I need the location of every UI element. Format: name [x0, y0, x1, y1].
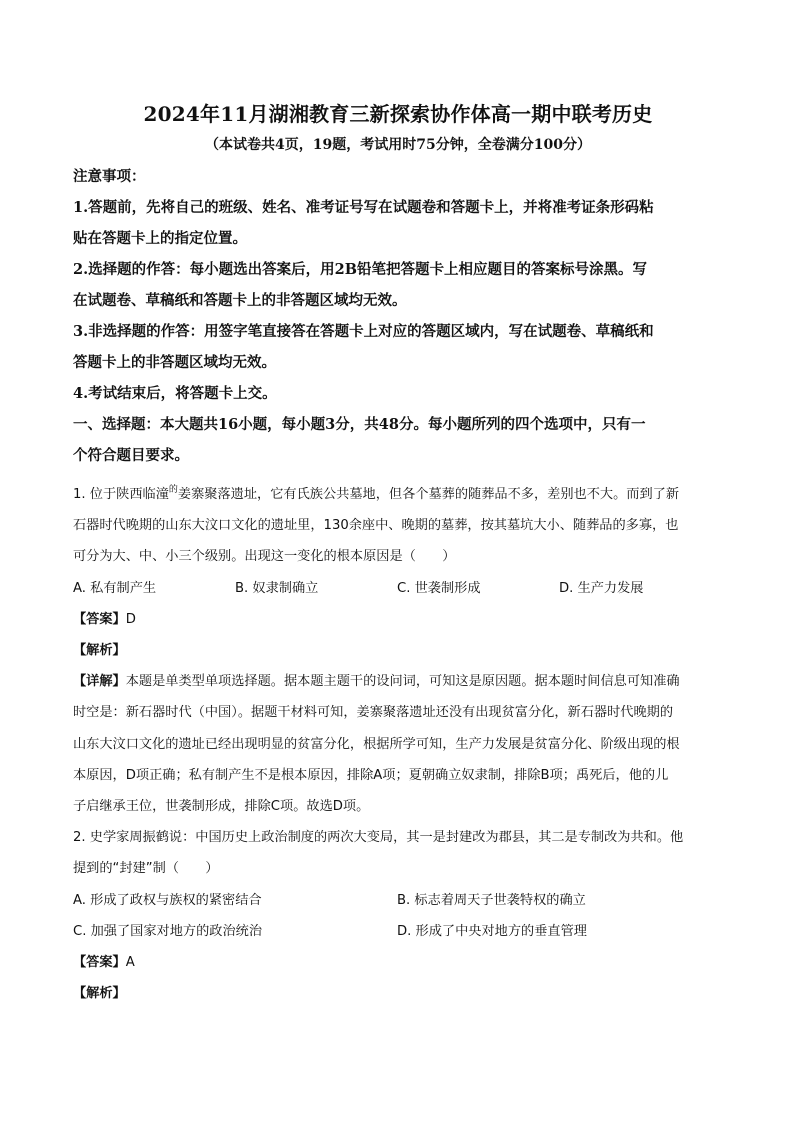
- notice-line: 3.非选择题的作答：用签字笔直接答在答题卡上对应的答题区域内，写在试题卷、草稿纸和: [73, 323, 654, 340]
- section-heading: 个符合题目要求。: [73, 447, 189, 464]
- q1-detail-line: 时空是：新石器时代（中国）。据题干材料可知，姜寨聚落遗址还没有出现贫富分化，新石器时代晚期的: [73, 705, 674, 721]
- document-page: [73, 98, 723, 1009]
- question-2-stem: 2. 史学家周振鹤说：中国历史上政治制度的两次大变局，其一是封建改为郡县，其二是专制改为共和。他: [73, 830, 684, 846]
- question-1-stem: [73, 475, 723, 510]
- question-1-options: [73, 573, 723, 604]
- question-2-options-row: [73, 916, 723, 947]
- q1-option-b: B. 奴隶制确立: [235, 580, 319, 596]
- q2-option-d: D. 形成了中央对地方的垂直管理: [397, 923, 587, 939]
- exam-subtitle: （本试卷共4页，19题，考试用时75分钟，全卷满分100分）: [205, 137, 591, 153]
- q2-option-b: B. 标志着周天子世袭特权的确立: [397, 892, 586, 908]
- q1-stem-sup: 的: [168, 485, 178, 495]
- q1-option-a: A. 私有制产生: [73, 580, 157, 596]
- q1-detail-line: 本原因，D项正确；私有制产生不是根本原因，排除A项；夏朝确立奴隶制，排除B项；禹死后，他的儿: [73, 767, 669, 783]
- q1-option-c: C. 世袭制形成: [397, 580, 481, 596]
- answer-tag: 【答案】: [73, 955, 126, 971]
- q1-stem-suffix: 姜寨聚落遗址，它有氏族公共墓地，但各个墓葬的随葬品不多，差别也不大。而到了新: [177, 487, 680, 502]
- q1-detail: [73, 666, 723, 697]
- question-2-options-row: [73, 885, 723, 916]
- q1-detail-line: 子启继承王位，世袭制形成，排除C项。故选D项。: [73, 799, 370, 815]
- notice-heading: 注意事项：: [73, 168, 146, 185]
- notice-line: 2.选择题的作答：每小题选出答案后，用2B铅笔把答题卡上相应题目的答案标号涂黑。写: [73, 261, 647, 278]
- q1-stem-prefix: 1. 位于陕西临潼: [73, 487, 169, 502]
- notice-line: 答题卡上的非答题区域均无效。: [73, 354, 276, 371]
- q1-answer: [73, 604, 723, 635]
- q1-analysis-tag: 【解析】: [73, 643, 126, 659]
- detail-text: 本题是单类型单项选择题。据本题主题干的设问词，可知这是原因题。据本题时间信息可知准确: [125, 674, 680, 690]
- q2-option-c: C. 加强了国家对地方的政治统治: [73, 923, 263, 939]
- q2-answer: [73, 947, 723, 978]
- q2-analysis-tag: 【解析】: [73, 986, 126, 1002]
- notice-line: 贴在答题卡上的指定位置。: [73, 230, 247, 247]
- q1-detail-line: 山东大汶口文化的遗址已经出现明显的贫富分化，根据所学可知，生产力发展是贫富分化、阶级出现的根: [73, 736, 680, 752]
- q2-option-a: A. 形成了政权与族权的紧密结合: [73, 892, 262, 908]
- question-1-stem-line: 石器时代晚期的山东大汶口文化的遗址里，130余座中、晚期的墓葬，按其墓坑大小、随葬品的多寡，也: [73, 518, 679, 534]
- question-2-stem-line: 提到的“封建”制（ ）: [73, 861, 219, 877]
- exam-title: 2024年11月湖湘教育三新探索协作体高一期中联考历史: [143, 102, 653, 126]
- detail-tag: 【详解】: [73, 674, 126, 690]
- answer-value: D: [125, 611, 136, 627]
- question-1-stem-line: 可分为大、中、小三个级别。出现这一变化的根本原因是（ ）: [73, 549, 456, 565]
- notice-line: 4.考试结束后，将答题卡上交。: [73, 385, 277, 402]
- q1-option-d: D. 生产力发展: [559, 580, 644, 596]
- section-heading: 一、选择题：本大题共16小题，每小题3分，共48分。每小题所列的四个选项中，只有一: [73, 416, 646, 433]
- notice-line: 1.答题前，先将自己的班级、姓名、准考证号写在试题卷和答题卡上，并将准考证条形码粘: [73, 199, 654, 216]
- notice-line: 在试题卷、草稿纸和答题卡上的非答题区域均无效。: [73, 292, 407, 309]
- answer-value: A: [125, 955, 135, 971]
- answer-tag: 【答案】: [73, 611, 126, 627]
